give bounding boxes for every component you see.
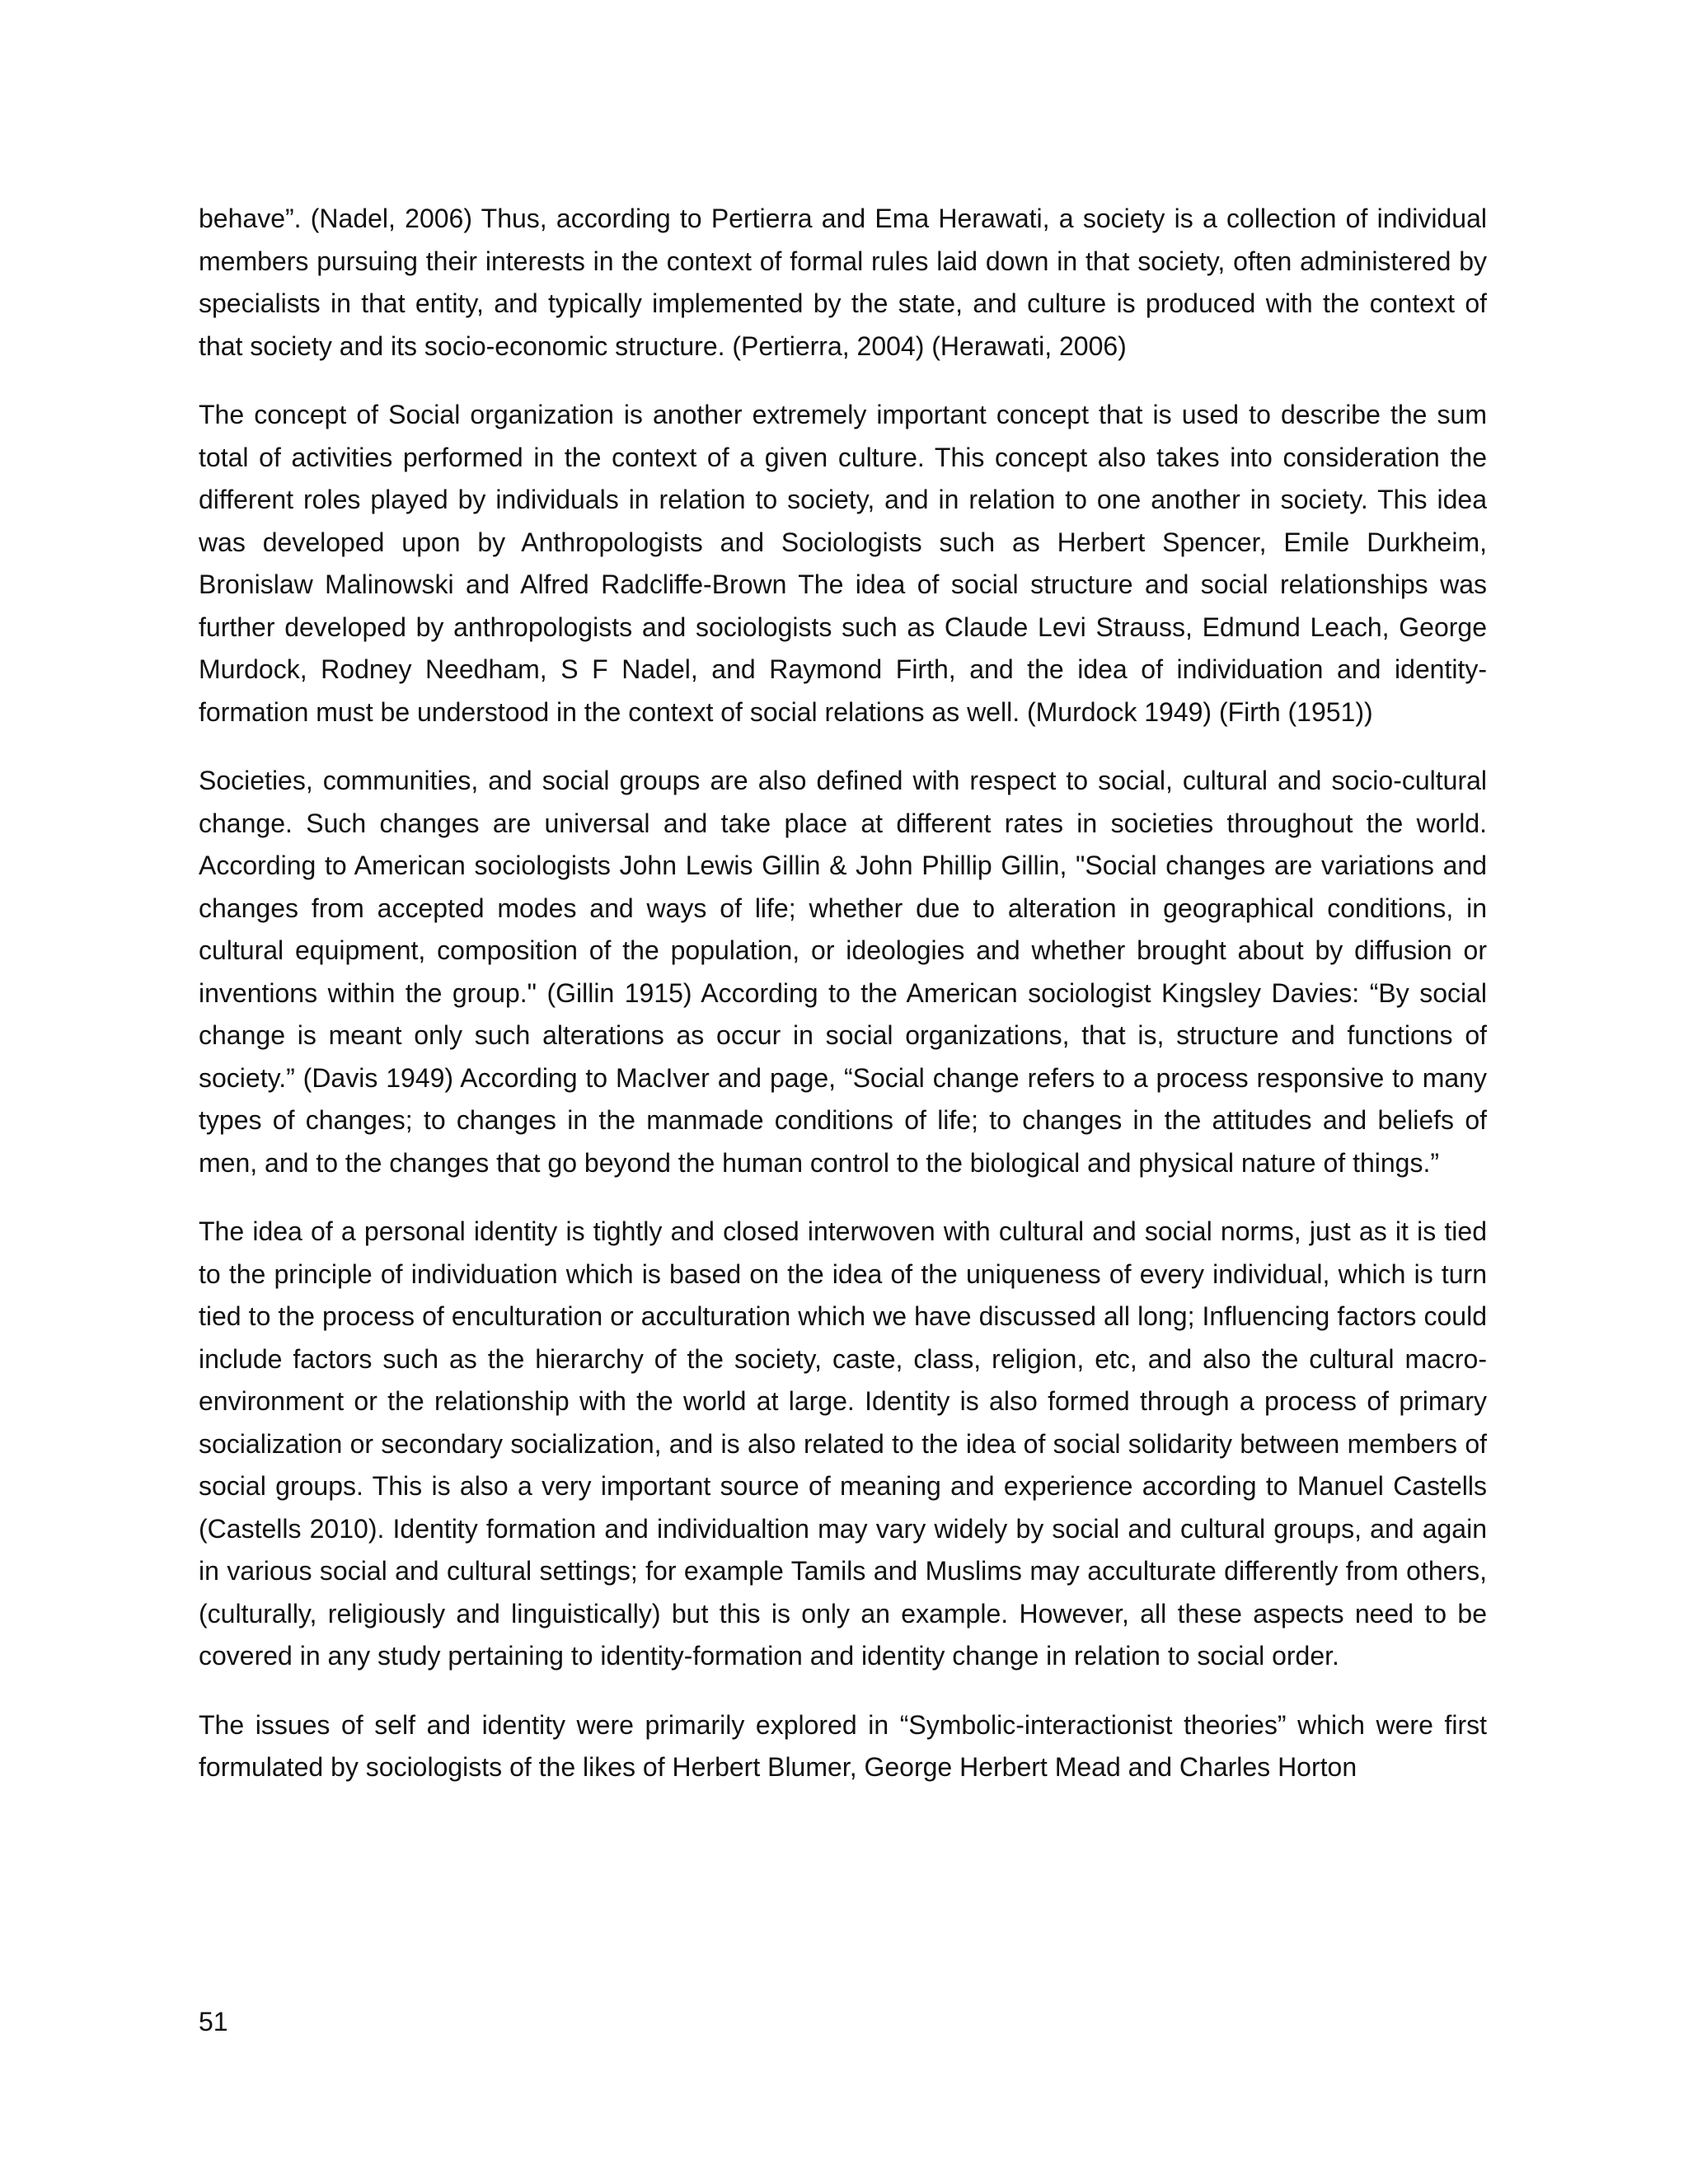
paragraph-4: The idea of a personal identity is tightly and closed interwoven with cultural and social norms, just as it is tied to the principle of individuation which is based on the idea of the uniqueness of every individual, which is turn tied to the process of enculturation or acculturation which we have discussed all long; Influencing factors could include factors such as the hierarchy of the society, caste, class, religion, etc, and also the cultural macro-environment or the relationship with the world at large. Identity is also formed through a process of primary socialization or secondary socialization, and is also related to the idea of social solidarity between members of social groups. This is also a very important source of meaning and experience according to Manuel Castells (Castells 2010). Identity formation and individualtion may vary widely by social and cultural groups, and again in various social and cultural settings; for example Tamils and Muslims may acculturate differently from others, (culturally, religiously and linguistically) but this is only an example. However, all these aspects need to be covered in any study pertaining to identity-formation and identity change in relation to social order.: [199, 1216, 1487, 1671]
body-text: [199, 198, 1487, 1816]
paragraph-2: The concept of Social organization is another extremely important concept that is used to describe the sum total of activities performed in the context of a given culture. This concept also takes into consideration the different roles played by individuals in relation to society, and in relation to one another in society. This idea was developed upon by Anthropologists and Sociologists such as Herbert Spencer, Emile Durkheim, Bronislaw Malinowski and Alfred Radcliffe-Brown The idea of social structure and social relationships was further developed by anthropologists and sociologists such as Claude Levi Strauss, Edmund Leach, George Murdock, Rodney Needham, S F Nadel, and Raymond Firth, and the idea of individuation and identity-formation must be understood in the context of social relations as well. (Murdock 1949) (Firth (1951)): [199, 400, 1487, 727]
paragraph-5: The issues of self and identity were primarily explored in “Symbolic-interactionist theories” which were first formulated by sociologists of the likes of Herbert Blumer, George Herbert Mead and Charles Horton: [199, 1709, 1487, 1782]
paragraph-3: Societies, communities, and social groups are also defined with respect to social, cultural and socio-cultural change. Such changes are universal and take place at different rates in societies throughout the world. According to American sociologists John Lewis Gillin & John Phillip Gillin, "Social changes are variations and changes from accepted modes and ways of life; whether due to alteration in geographical conditions, in cultural equipment, composition of the population, or ideologies and whether brought about by diffusion or inventions within the group." (Gillin 1915) According to the American sociologist Kingsley Davies: “By social change is meant only such alterations as occur in social organizations, that is, structure and functions of society.” (Davis 1949) According to MacIver and page, “Social change refers to a process responsive to many types of changes; to changes in the manmade conditions of life; to changes in the attitudes and beliefs of men, and to the changes that go beyond the human control to the biological and physical nature of things.”: [199, 766, 1487, 1178]
paragraph-1: behave”. (Nadel, 2006) Thus, according to Pertierra and Ema Herawati, a society is a collection of individual members pursuing their interests in the context of formal rules laid down in that society, often administered by specialists in that entity, and typically implemented by the state, and culture is produced with the context of that society and its socio-economic structure. (Pertierra, 2004) (Herawati, 2006): [199, 204, 1487, 361]
page-number: 51: [199, 2007, 228, 2036]
